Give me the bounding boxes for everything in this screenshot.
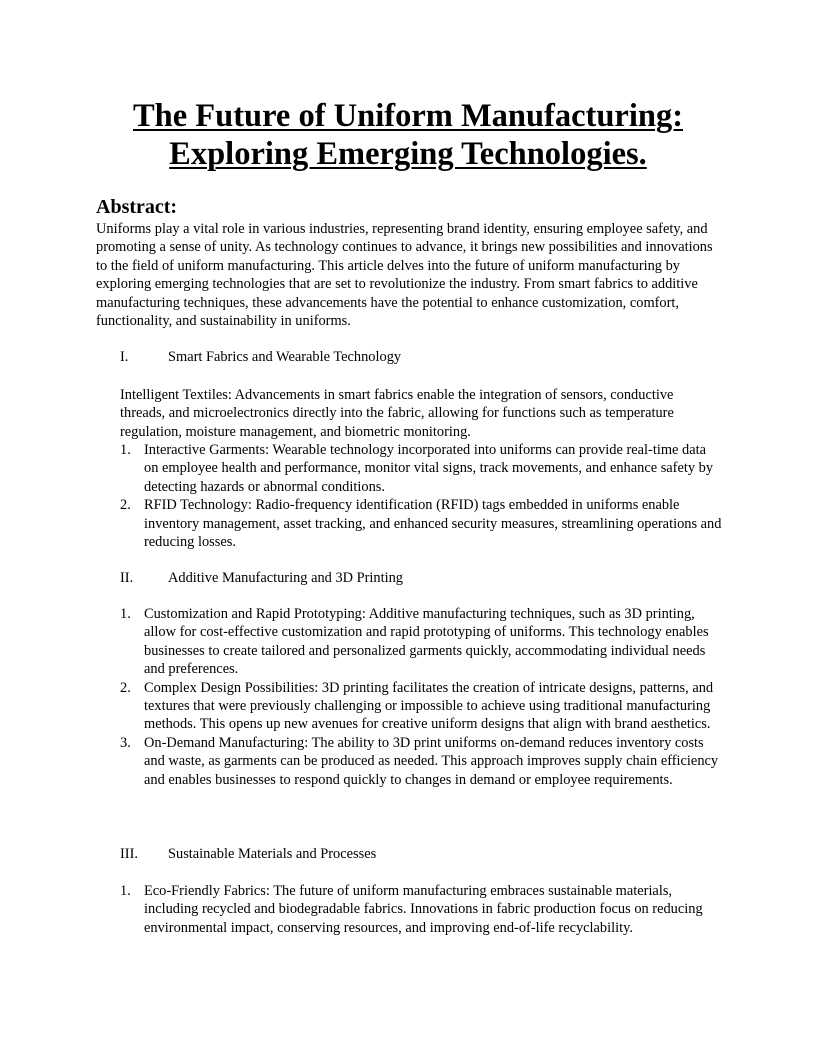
section-title: Smart Fabrics and Wearable Technology xyxy=(168,349,402,365)
section-2-list xyxy=(120,605,722,789)
list-item-text: On-Demand Manufacturing: The ability to 3D print uniforms on-demand reduces inventory costs and waste, as garments can be produced as needed. This approach improves supply chain efficiency and enables businesses to respond quickly to changes in demand or employee requirements. xyxy=(144,734,719,788)
section-numeral: I. xyxy=(120,349,129,365)
title-line-1: The Future of Uniform Manufacturing: xyxy=(132,98,684,134)
section-numeral: II. xyxy=(120,570,134,586)
list-item-number: 2. xyxy=(120,497,131,514)
abstract-heading: Abstract: xyxy=(96,196,178,218)
list-item-text: Interactive Garments: Wearable technology incorporated into uniforms can provide real-time data on employee health and performance, monitor vital signs, track movements, and enhance safety by detecting hazards or abnormal conditions. xyxy=(144,442,714,495)
title-line-2: Exploring Emerging Technologies. xyxy=(169,136,647,172)
list-item xyxy=(120,679,722,734)
list-item-text: Complex Design Possibilities: 3D printing facilitates the creation of intricate designs, patterns, and textures that were previously challenging or impossible to achieve using traditional manufacturing methods. This opens up new avenues for creative uniform designs that align with brand aesthetics. xyxy=(144,679,714,733)
list-item xyxy=(120,496,722,551)
list-item-number: 1. xyxy=(120,606,131,622)
list-item-text: Customization and Rapid Prototyping: Additive manufacturing techniques, such as 3D printing, allow for cost-effective customization and rapid prototyping of uniforms. This technology enables businesses to create tailored and personalized garments quickly, accommodating individual needs and preferences. xyxy=(144,606,709,678)
page-title xyxy=(0,97,816,173)
section-title: Additive Manufacturing and 3D Printing xyxy=(168,570,404,586)
list-item-number: 3. xyxy=(120,734,131,751)
list-item xyxy=(120,882,722,937)
section-numeral: III. xyxy=(120,846,138,862)
abstract-body: Uniforms play a vital role in various industries, representing brand identity, ensuring employee safety, and promoting a sense of unity. As technology continues to advance, it brings new possibilities and innovations to the field of uniform manufacturing. This article delves into the future of uniform manufacturing by exploring emerging technologies that are set to revolutionize the industry. From smart fabrics to additive manufacturing techniques, these advancements have the potential to enhance customization, comfort, functionality, and sustainability in uniforms. xyxy=(96,221,713,330)
section-3-list xyxy=(120,882,722,937)
list-item-number: 1. xyxy=(120,883,131,899)
list-item xyxy=(120,605,722,679)
section-heading-3 xyxy=(120,845,376,863)
list-item-number: 1. xyxy=(120,442,131,458)
list-item-text: Eco-Friendly Fabrics: The future of uniform manufacturing embraces sustainable materials, including recycled and biodegradable fabrics. Innovations in fabric production focus on reducing environmental impact, conserving resources, and improving end-of-life recyclability. xyxy=(144,883,703,936)
list-item xyxy=(120,734,722,789)
list-item xyxy=(120,441,722,496)
section-1-intro: Intelligent Textiles: Advancements in smart fabrics enable the integration of sensors, conductive threads, and microelectronics directly into the fabric, allowing for functions such as temperature regulation, moisture management, and biometric monitoring. xyxy=(120,387,674,440)
section-heading-2 xyxy=(120,569,403,587)
section-title: Sustainable Materials and Processes xyxy=(168,846,377,862)
list-item-text: RFID Technology: Radio-frequency identification (RFID) tags embedded in uniforms enable inventory management, asset tracking, and enhanced security measures, streamlining operations and reducing losses. xyxy=(144,497,722,551)
section-1-list xyxy=(120,441,722,551)
section-heading-1 xyxy=(120,348,401,366)
list-item-number: 2. xyxy=(120,679,131,696)
